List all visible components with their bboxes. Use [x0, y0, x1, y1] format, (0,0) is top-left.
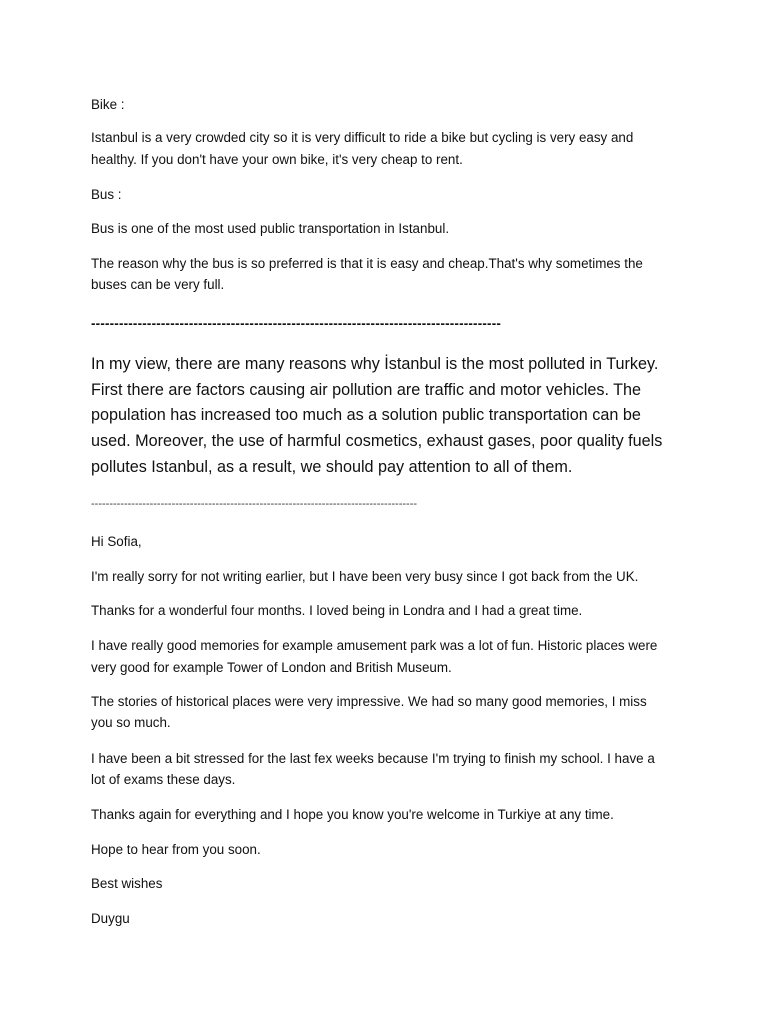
letter-closing: Best wishes: [91, 876, 163, 891]
letter-paragraph: Hope to hear from you soon.: [91, 842, 261, 857]
letter-paragraph-line: The stories of historical places were very impressive. We had so many good memories, I miss: [91, 694, 647, 709]
letter-paragraph-line: I have been a bit stressed for the last fex weeks because I'm trying to finish my school. I have a: [91, 751, 655, 766]
opinion-line: used. Moreover, the use of harmful cosmetics, exhaust gases, poor quality fuels: [91, 432, 663, 450]
letter-paragraph-line: very good for example Tower of London and British Museum.: [91, 660, 452, 675]
letter-signature: Duygu: [91, 911, 130, 926]
letter-greeting: Hi Sofia,: [91, 534, 142, 549]
letter-paragraph: I'm really sorry for not writing earlier, but I have been very busy since I got back from the UK.: [91, 569, 639, 584]
opinion-line: population has increased too much as a solution public transportation can be: [91, 406, 641, 424]
letter-paragraph: Thanks for a wonderful four months. I loved being in Londra and I had a great time.: [91, 603, 583, 618]
opinion-line: pollutes Istanbul, as a result, we should pay attention to all of them.: [91, 458, 573, 476]
section-divider: ----------------------------------------------------------------------------------------: [91, 316, 502, 331]
bike-text-line: Istanbul is a very crowded city so it is very difficult to ride a bike but cycling is very easy and: [91, 130, 634, 145]
bike-heading: Bike :: [91, 97, 125, 112]
letter-paragraph-line: lot of exams these days.: [91, 772, 236, 787]
bus-text-line: The reason why the bus is so preferred is that it is easy and cheap.That's why sometimes the: [91, 256, 643, 271]
bus-text-line: Bus is one of the most used public transportation in Istanbul.: [91, 221, 450, 236]
bus-text-line: buses can be very full.: [91, 277, 225, 292]
letter-paragraph-line: I have really good memories for example amusement park was a lot of fun. Historic places were: [91, 638, 658, 653]
letter-paragraph: Thanks again for everything and I hope you know you're welcome in Turkiye at any time.: [91, 807, 614, 822]
bike-text-line: healthy. If you don't have your own bike, it's very cheap to rent.: [91, 152, 463, 167]
opinion-line: In my view, there are many reasons why İstanbul is the most polluted in Turkey.: [91, 355, 659, 373]
bus-heading: Bus :: [91, 187, 122, 202]
opinion-line: First there are factors causing air pollution are traffic and motor vehicles. The: [91, 381, 642, 399]
section-divider: -----------------------------------------------------------------------------------------: [91, 498, 418, 510]
letter-paragraph-line: you so much.: [91, 715, 171, 730]
